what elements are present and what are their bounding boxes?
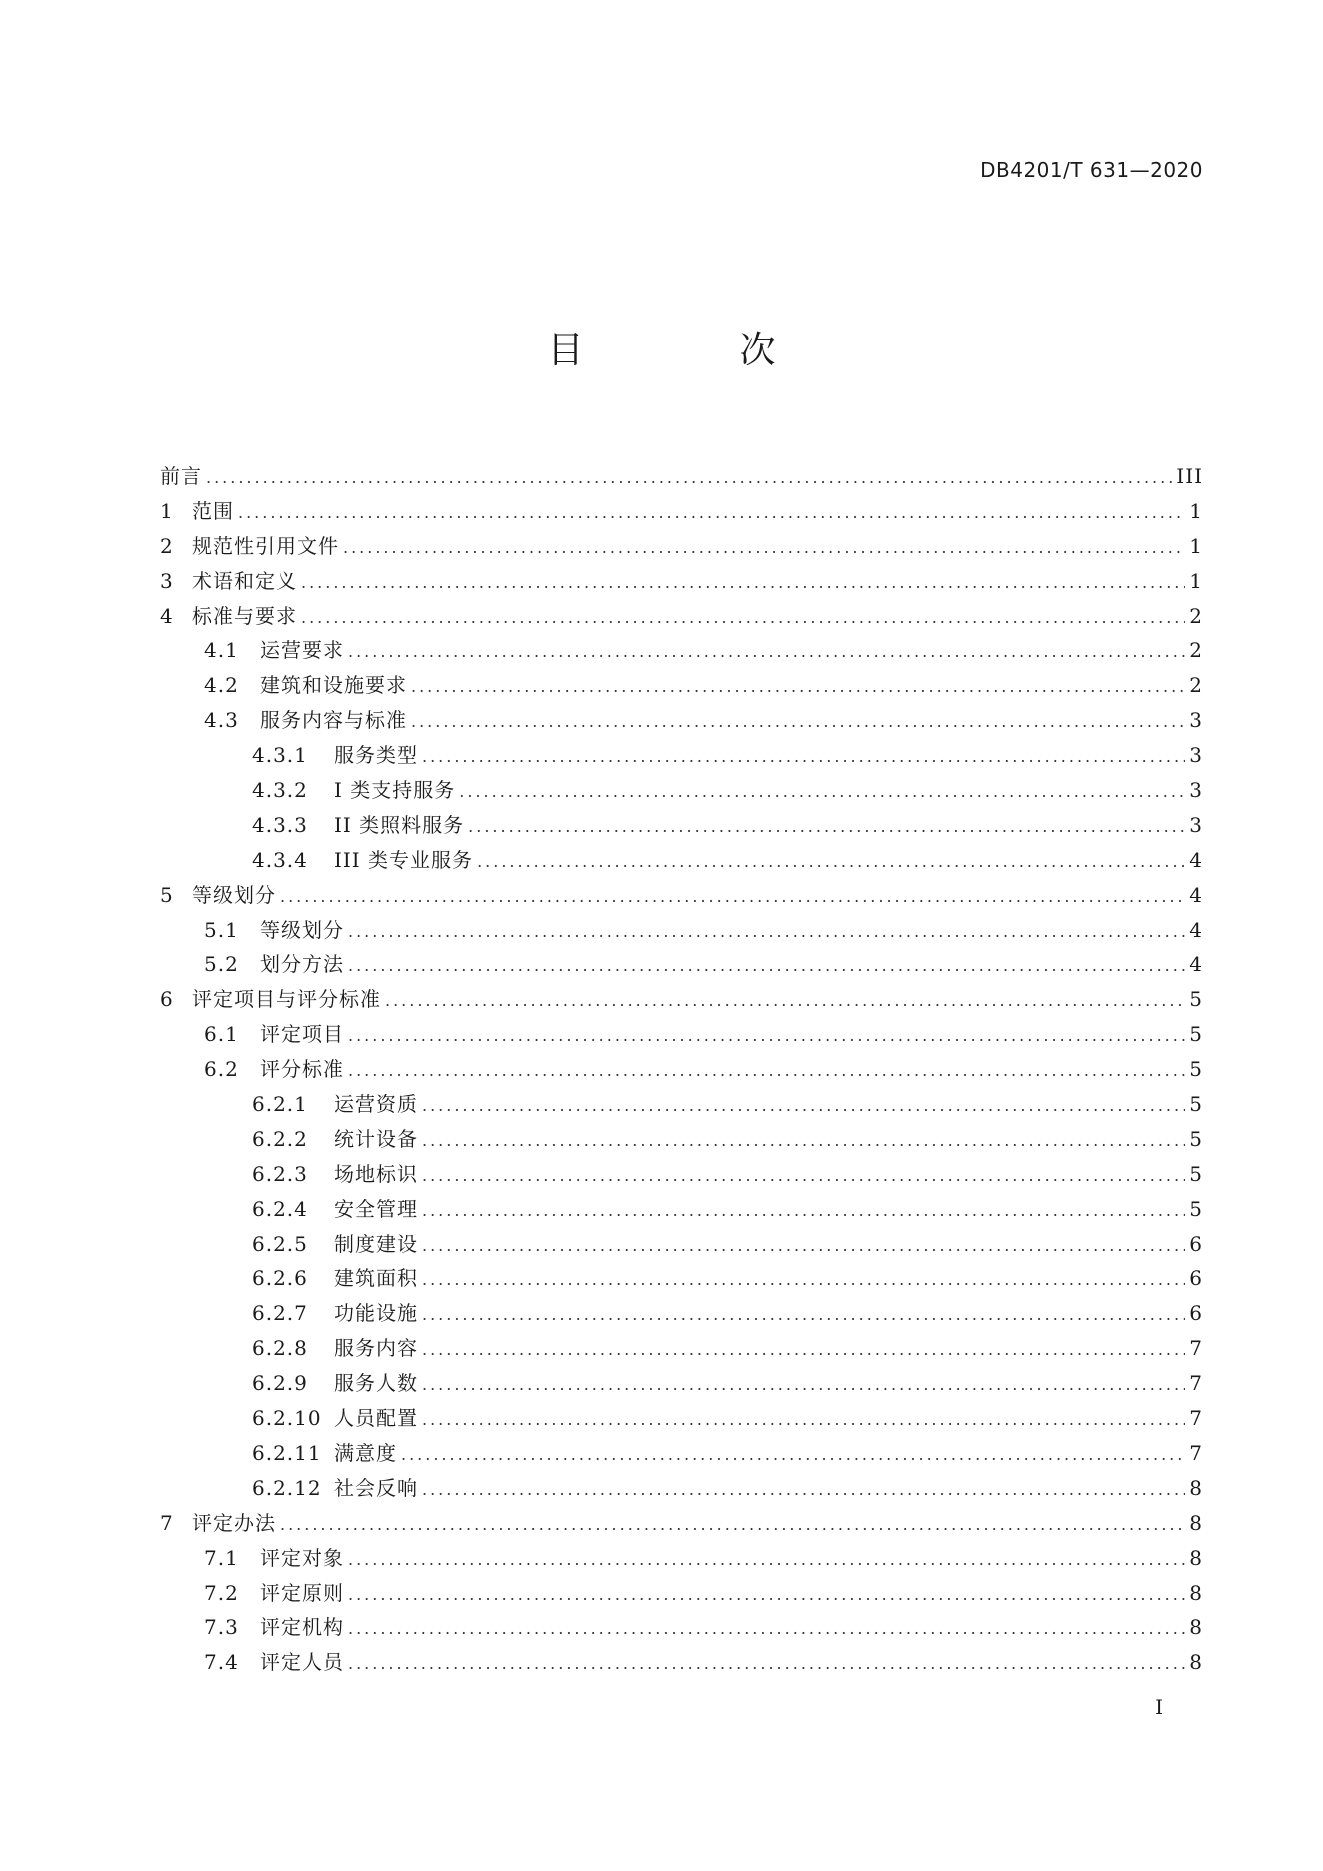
toc-dot-leader — [422, 1201, 1185, 1220]
toc-dot-leader — [422, 1410, 1185, 1429]
toc-entry-label: 制度建设 — [334, 1231, 418, 1256]
toc-entry-page: 5 — [1189, 1196, 1203, 1221]
toc-entry-page: 1 — [1189, 568, 1203, 593]
toc-entry-label: 满意度 — [334, 1440, 397, 1465]
toc-dot-leader — [422, 1480, 1185, 1499]
toc-entry[interactable] — [160, 600, 1203, 635]
toc-entry-page: 4 — [1189, 952, 1203, 977]
toc-entry-label: 社会反响 — [334, 1475, 418, 1500]
toc-entry[interactable] — [160, 1262, 1203, 1297]
toc-entry-label: 建筑和设施要求 — [260, 673, 407, 698]
toc-entry-label: 评定项目与评分标准 — [192, 987, 381, 1012]
toc-entry[interactable] — [160, 844, 1203, 879]
toc-entry-page: 7 — [1189, 1336, 1203, 1361]
toc-entry-number: 5.2 — [204, 952, 239, 977]
toc-entry-label: 服务内容 — [334, 1336, 418, 1361]
toc-entry-number: 6.2.4 — [252, 1196, 308, 1221]
toc-entry-number: 4 — [160, 603, 174, 628]
toc-entry-page: 7 — [1189, 1406, 1203, 1431]
toc-entry[interactable] — [160, 1577, 1203, 1612]
toc-entry-page: 5 — [1189, 1092, 1203, 1117]
toc-entry-label: 术语和定义 — [192, 568, 297, 593]
toc-entry-number: 6.2.9 — [252, 1371, 308, 1396]
toc-entry[interactable] — [160, 1193, 1203, 1228]
toc-entry-page: 8 — [1189, 1510, 1203, 1535]
toc-dot-leader — [477, 852, 1185, 871]
toc-entry[interactable] — [160, 460, 1203, 495]
toc-entry-page: 7 — [1189, 1440, 1203, 1465]
toc-entry-label: 统计设备 — [334, 1126, 418, 1151]
toc-entry[interactable] — [160, 914, 1203, 949]
toc-entry-label: 服务人数 — [334, 1371, 418, 1396]
toc-dot-leader — [280, 887, 1185, 906]
toc-entry-label: 等级划分 — [192, 882, 276, 907]
toc-entry-page: 4 — [1189, 847, 1203, 872]
toc-entry[interactable] — [160, 1472, 1203, 1507]
toc-entry-page: 7 — [1189, 1371, 1203, 1396]
toc-entry[interactable] — [160, 1542, 1203, 1577]
toc-dot-leader — [411, 677, 1185, 696]
toc-entry[interactable] — [160, 1646, 1203, 1681]
toc-dot-leader — [411, 712, 1185, 731]
toc-entry-page: 2 — [1189, 638, 1203, 663]
toc-entry-label: III 类专业服务 — [334, 847, 474, 872]
toc-entry-number: 6.2.11 — [252, 1440, 322, 1465]
toc-dot-leader — [301, 608, 1185, 627]
toc-entry[interactable] — [160, 495, 1203, 530]
toc-dot-leader — [238, 503, 1185, 522]
toc-entry-page: 8 — [1189, 1580, 1203, 1605]
toc-entry-number: 6.2.12 — [252, 1475, 322, 1500]
toc-dot-leader — [385, 991, 1185, 1010]
toc-entry-label: 服务内容与标准 — [260, 708, 407, 733]
toc-dot-leader — [422, 1375, 1185, 1394]
toc-dot-leader — [422, 1131, 1185, 1150]
toc-entry[interactable] — [160, 1332, 1203, 1367]
toc-dot-leader — [348, 1550, 1185, 1569]
toc-entry-page: III — [1176, 464, 1203, 488]
toc-entry-label: II 类照料服务 — [334, 812, 465, 837]
toc-entry-number: 6.2.5 — [252, 1231, 308, 1256]
toc-entry[interactable] — [160, 948, 1203, 983]
toc-dot-leader — [343, 538, 1185, 557]
toc-entry-page: 3 — [1189, 778, 1203, 803]
toc-entry[interactable] — [160, 879, 1203, 914]
toc-entry[interactable] — [160, 1053, 1203, 1088]
toc-title: 目 次 — [547, 330, 836, 371]
toc-entry-number: 7.3 — [204, 1615, 239, 1640]
toc-dot-leader — [348, 1585, 1185, 1604]
toc-entry-page: 5 — [1189, 1161, 1203, 1186]
page-number: I — [1155, 1695, 1163, 1719]
toc-entry-page: 6 — [1189, 1266, 1203, 1291]
toc-entry-page: 3 — [1189, 812, 1203, 837]
toc-entry-page: 1 — [1189, 533, 1203, 558]
toc-entry-label: 功能设施 — [334, 1301, 418, 1326]
toc-entry[interactable] — [160, 704, 1203, 739]
toc-entry[interactable] — [160, 809, 1203, 844]
toc-entry-page: 6 — [1189, 1301, 1203, 1326]
toc-entry-label: 规范性引用文件 — [192, 533, 339, 558]
toc-entry-page: 1 — [1189, 498, 1203, 523]
toc-entry-number: 4.3 — [204, 708, 239, 733]
toc-entry-number: 5 — [160, 882, 174, 907]
toc-entry[interactable] — [160, 983, 1203, 1018]
toc-entry-label: 安全管理 — [334, 1196, 418, 1221]
toc-dot-leader — [422, 1340, 1185, 1359]
toc-entry-page: 5 — [1189, 1022, 1203, 1047]
toc-entry-label: 标准与要求 — [192, 603, 297, 628]
toc-entry[interactable] — [160, 634, 1203, 669]
toc-entry-number: 6.2.10 — [252, 1406, 322, 1431]
toc-entry-page: 2 — [1189, 603, 1203, 628]
toc-entry[interactable] — [160, 1402, 1203, 1437]
toc-entry-label: 人员配置 — [334, 1406, 418, 1431]
toc-entry-number: 4.2 — [204, 673, 239, 698]
toc-dot-leader — [348, 1061, 1185, 1080]
toc-entry-label: 评定对象 — [260, 1545, 344, 1570]
toc-entry[interactable] — [160, 1611, 1203, 1646]
toc-entry-number: 6.2 — [204, 1057, 239, 1082]
toc-entry-page: 6 — [1189, 1231, 1203, 1256]
toc-entry-number: 7.4 — [204, 1650, 239, 1675]
toc-entry-number: 6.2.7 — [252, 1301, 308, 1326]
toc-entry-label: 评定机构 — [260, 1615, 344, 1640]
toc-entry-page: 8 — [1189, 1545, 1203, 1570]
toc-entry[interactable] — [160, 1088, 1203, 1123]
toc-entry-number: 4.3.3 — [252, 812, 308, 837]
toc-entry-number: 4.3.2 — [252, 778, 308, 803]
toc-entry-label: 服务类型 — [334, 743, 418, 768]
toc-entry-number: 6.2.2 — [252, 1126, 308, 1151]
toc-entry-page: 8 — [1189, 1650, 1203, 1675]
toc-entry-number: 5.1 — [204, 917, 239, 942]
toc-dot-leader — [422, 1270, 1185, 1289]
toc-dot-leader — [206, 468, 1172, 487]
toc-dot-leader — [468, 817, 1185, 836]
toc-entry-page: 4 — [1189, 882, 1203, 907]
toc-dot-leader — [422, 1166, 1185, 1185]
toc-entry[interactable] — [160, 774, 1203, 809]
toc-entry-number: 6.1 — [204, 1022, 239, 1047]
toc-entry[interactable] — [160, 530, 1203, 565]
toc-dot-leader — [348, 956, 1185, 975]
toc-entry-number: 4.3.4 — [252, 847, 308, 872]
toc-entry-page: 8 — [1189, 1475, 1203, 1500]
toc-entry-number: 7.2 — [204, 1580, 239, 1605]
toc-dot-leader — [348, 1026, 1185, 1045]
toc-entry-number: 3 — [160, 568, 174, 593]
toc-entry[interactable] — [160, 1123, 1203, 1158]
toc-entry-page: 3 — [1189, 743, 1203, 768]
toc-dot-leader — [348, 922, 1185, 941]
document-code: DB4201/T 631—2020 — [980, 158, 1203, 182]
toc-dot-leader — [280, 1515, 1185, 1534]
table-of-contents — [160, 460, 1203, 1681]
toc-entry-label: 评定原则 — [260, 1580, 344, 1605]
toc-entry-number: 4.3.1 — [252, 743, 308, 768]
toc-entry-page: 5 — [1189, 987, 1203, 1012]
toc-entry-label: 运营要求 — [260, 638, 344, 663]
toc-dot-leader — [301, 573, 1185, 592]
toc-entry[interactable] — [160, 1297, 1203, 1332]
toc-entry-page: 4 — [1189, 917, 1203, 942]
toc-entry-label: 评定办法 — [192, 1510, 276, 1535]
toc-entry-label: 场地标识 — [334, 1161, 418, 1186]
toc-dot-leader — [459, 782, 1185, 801]
toc-entry-label: 建筑面积 — [334, 1266, 418, 1291]
toc-dot-leader — [422, 1305, 1185, 1324]
toc-entry-number: 6.2.1 — [252, 1092, 308, 1117]
toc-entry-number: 7 — [160, 1510, 174, 1535]
toc-entry[interactable] — [160, 739, 1203, 774]
toc-dot-leader — [422, 1236, 1185, 1255]
toc-dot-leader — [422, 747, 1185, 766]
toc-entry-page: 5 — [1189, 1126, 1203, 1151]
toc-entry-number: 2 — [160, 533, 174, 558]
toc-entry-number: 6.2.3 — [252, 1161, 308, 1186]
toc-dot-leader — [348, 642, 1185, 661]
toc-entry-label: 评定项目 — [260, 1022, 344, 1047]
toc-entry[interactable] — [160, 1158, 1203, 1193]
toc-entry-label: 评定人员 — [260, 1650, 344, 1675]
toc-dot-leader — [401, 1445, 1185, 1464]
toc-entry-page: 3 — [1189, 708, 1203, 733]
toc-entry-number: 7.1 — [204, 1545, 239, 1570]
toc-entry-label: 评分标准 — [260, 1057, 344, 1082]
toc-entry-label: 划分方法 — [260, 952, 344, 977]
toc-entry[interactable] — [160, 1367, 1203, 1402]
toc-entry-label: I 类支持服务 — [334, 778, 456, 803]
toc-dot-leader — [348, 1654, 1185, 1673]
toc-entry-label: 前言 — [160, 464, 202, 488]
toc-entry[interactable] — [160, 1018, 1203, 1053]
toc-entry[interactable] — [160, 1507, 1203, 1542]
toc-entry-number: 1 — [160, 498, 174, 523]
toc-entry-page: 5 — [1189, 1057, 1203, 1082]
toc-entry-page: 8 — [1189, 1615, 1203, 1640]
toc-entry-number: 6.2.8 — [252, 1336, 308, 1361]
toc-entry-label: 运营资质 — [334, 1092, 418, 1117]
toc-entry[interactable] — [160, 1437, 1203, 1472]
toc-entry-number: 4.1 — [204, 638, 239, 663]
toc-entry-label: 范围 — [192, 498, 234, 523]
toc-entry-page: 2 — [1189, 673, 1203, 698]
toc-entry-number: 6.2.6 — [252, 1266, 308, 1291]
toc-entry[interactable] — [160, 669, 1203, 704]
toc-entry-label: 等级划分 — [260, 917, 344, 942]
toc-dot-leader — [348, 1619, 1185, 1638]
toc-dot-leader — [422, 1096, 1185, 1115]
toc-entry[interactable] — [160, 565, 1203, 600]
toc-entry[interactable] — [160, 1228, 1203, 1263]
toc-entry-number: 6 — [160, 987, 174, 1012]
